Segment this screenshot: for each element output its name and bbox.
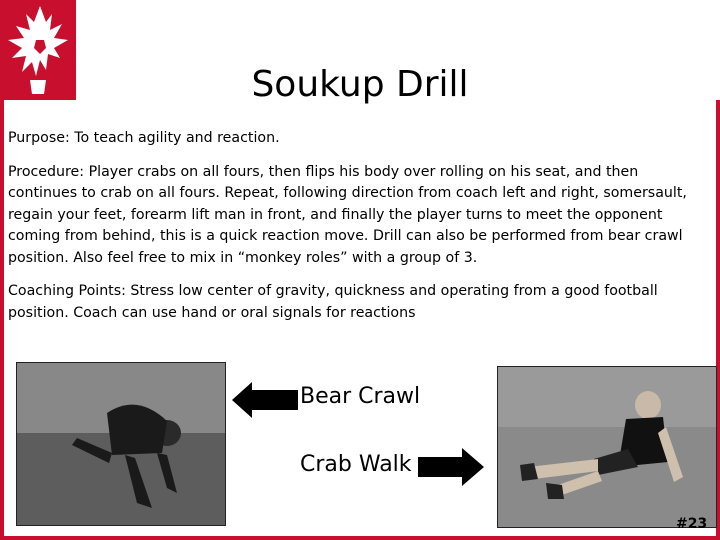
- purpose-paragraph: [8, 128, 710, 150]
- coaching-points-label: Coaching Points: [8, 283, 122, 299]
- procedure-label: Procedure: [8, 163, 80, 180]
- slide-title: Soukup Drill: [251, 64, 469, 106]
- right-arrow-icon: [418, 448, 484, 486]
- coaching-points-paragraph: [8, 281, 710, 324]
- slide-body: [8, 128, 710, 336]
- purpose-label: Purpose: [8, 130, 65, 146]
- coaching-points-text: : Stress low center of gravity, quickness and operating from a good football position. Coach can use hand or oral signals for reactions: [8, 283, 658, 321]
- left-arrow-icon: [232, 382, 298, 418]
- crab-walk-label: Crab Walk: [300, 452, 412, 477]
- bear-crawl-photo: [16, 362, 226, 526]
- bear-crawl-label: Bear Crawl: [300, 384, 421, 409]
- procedure-text: : Player crabs on all fours, then flips his body over rolling on his seat, and then continues to crab on all fours. Repeat, following direction from coach left and right, somersault, regain your feet, forearm lift man in front, and finally the player turns to meet the opponent coming from behind, this is a quick reaction move. Drill can also be performed from bear crawl position. Also feel free to mix in “monkey roles” with a group of 3.: [8, 163, 687, 266]
- crab-walk-photo: [497, 366, 717, 528]
- slide-number: #23: [676, 516, 708, 532]
- procedure-paragraph: [8, 162, 710, 270]
- red-hawk-logo-icon: [0, 0, 76, 100]
- purpose-text: : To teach agility and reaction.: [64, 130, 280, 146]
